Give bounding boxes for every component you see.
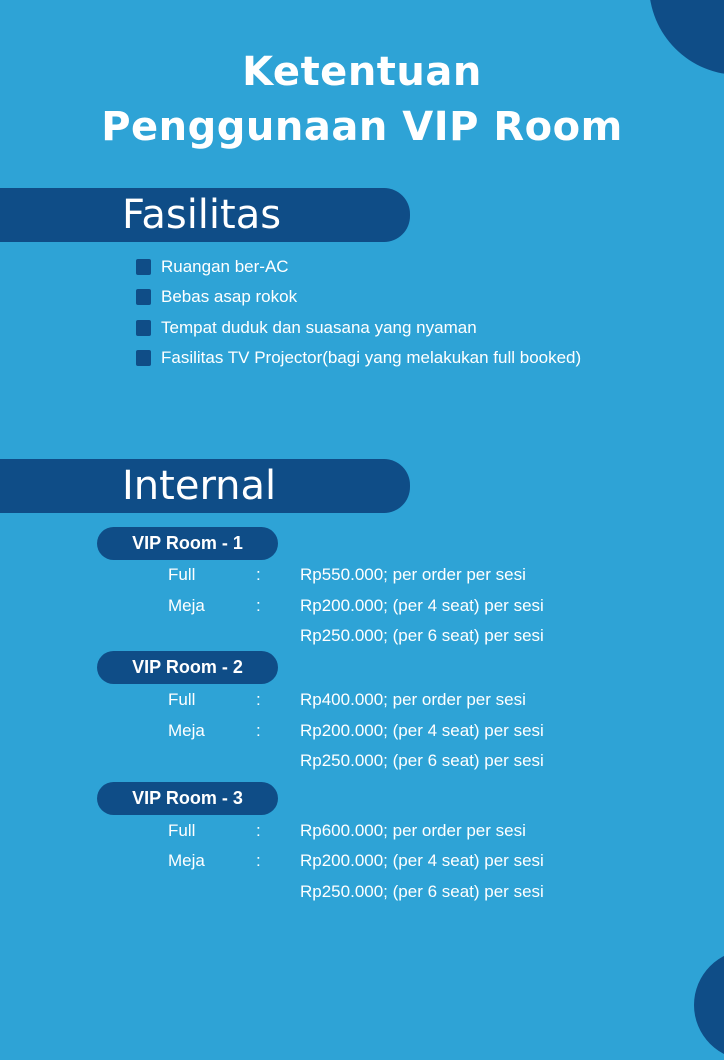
fasilitas-item [136, 317, 581, 347]
room-3-meja-price-4: Rp200.000; (per 4 seat) per sesi [300, 851, 544, 870]
internal-heading: Internal [122, 463, 277, 509]
room-1-meja-colon: : [256, 596, 261, 615]
room-3-full-price: Rp600.000; per order per sesi [300, 821, 526, 840]
room-3-full-label: Full [168, 821, 196, 840]
room-3-meja-label: Meja [168, 851, 205, 870]
fasilitas-item-text: Bebas asap rokok [161, 287, 298, 307]
bullet-square-icon [136, 259, 151, 275]
room-2-full-colon: : [256, 690, 261, 709]
room-3-meja-colon: : [256, 851, 261, 870]
bullet-square-icon [136, 289, 151, 305]
room-3-full-colon: : [256, 821, 261, 840]
fasilitas-item [136, 286, 581, 316]
fasilitas-item-text: Ruangan ber-AC [161, 257, 289, 276]
room-3-badge: VIP Room - 3 [97, 782, 278, 815]
fasilitas-list [136, 256, 581, 378]
fasilitas-item [136, 347, 581, 377]
room-1-meja-price-4: Rp200.000; (per 4 seat) per sesi [300, 596, 544, 615]
bullet-square-icon [136, 320, 151, 336]
corner-decoration-bottom-right [694, 950, 724, 1060]
room-2-full-price: Rp400.000; per order per sesi [300, 690, 526, 709]
room-2-meja-colon: : [256, 721, 261, 740]
room-2-meja-price-6: Rp250.000; (per 6 seat) per sesi [300, 751, 544, 770]
page-title-line-1: Ketentuan [242, 49, 482, 95]
room-1-full-label: Full [168, 565, 196, 584]
page-title-line-2: Penggunaan VIP Room [101, 104, 623, 150]
room-1-badge: VIP Room - 1 [97, 527, 278, 560]
room-2-meja-price-4: Rp200.000; (per 4 seat) per sesi [300, 721, 544, 740]
fasilitas-item [136, 256, 581, 286]
room-2-badge: VIP Room - 2 [97, 651, 278, 684]
room-1-meja-price-6: Rp250.000; (per 6 seat) per sesi [300, 626, 544, 645]
room-2-meja-label: Meja [168, 721, 205, 740]
fasilitas-item-text: Fasilitas TV Projector(bagi yang melakukan full booked) [161, 348, 582, 368]
room-1-meja-label: Meja [168, 596, 205, 615]
fasilitas-item-text: Tempat duduk dan suasana yang nyaman [161, 317, 477, 337]
fasilitas-banner [0, 188, 410, 242]
internal-banner [0, 459, 410, 513]
fasilitas-heading: Fasilitas [122, 192, 282, 238]
room-2-full-label: Full [168, 690, 196, 709]
room-1-full-colon: : [256, 565, 261, 584]
room-3-meja-price-6: Rp250.000; (per 6 seat) per sesi [300, 882, 544, 901]
room-1-full-price: Rp550.000; per order per sesi [300, 565, 526, 584]
bullet-square-icon [136, 350, 151, 366]
